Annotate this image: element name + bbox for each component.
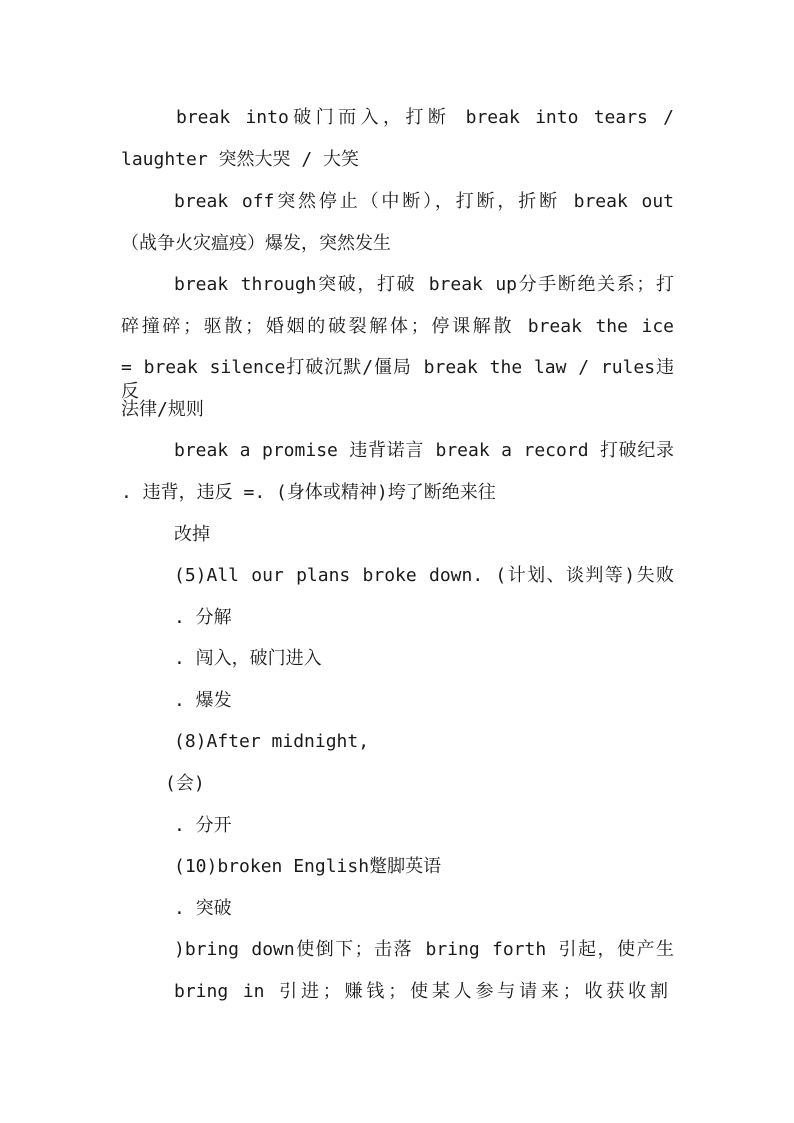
text-line-11: 改掉 [174, 524, 210, 545]
text-line-7: = break silence打破沉默/僵局 break the law / rules违反 [121, 357, 674, 402]
text-line-13: . 分解 [174, 607, 232, 628]
text-line-21: )bring down使倒下；击落 bring forth 引起，使产生 [174, 939, 674, 960]
text-line-10: . 违背，违反 =. (身体或精神)垮了断绝来往 [121, 482, 496, 503]
text-line-17: (会) [165, 773, 205, 794]
text-line-5: break through突破，打破 break up分手断绝关系；打 [174, 274, 674, 295]
text-line-3: break off突然停止（中断），打断，折断 break out [174, 191, 674, 212]
text-line-14: . 闯入，破门进入 [174, 648, 322, 669]
text-line-18: . 分开 [174, 815, 232, 836]
text-line-22: bring in 引进；赚钱；使某人参与请来；收获收割 [174, 981, 668, 1002]
text-line-2: laughter 突然大哭 / 大笑 [121, 149, 360, 170]
text-line-16: (8)After midnight, [174, 731, 370, 752]
text-line-4: （战争火灾瘟疫）爆发，突然发生 [121, 233, 391, 254]
text-line-8: 法律/规则 [121, 399, 204, 420]
text-line-12: (5)All our plans broke down. (计划、谈判等)失败 [174, 565, 674, 586]
text-line-15: . 爆发 [174, 690, 232, 711]
text-line-1: break into破门而入，打断 break into tears / [176, 107, 674, 128]
text-line-9: break a promise 违背诺言 break a record 打破纪录 [174, 440, 674, 461]
text-line-20: . 突破 [174, 898, 232, 919]
text-line-19: (10)broken English蹩脚英语 [174, 856, 442, 877]
text-line-6: 碎撞碎；驱散；婚姻的破裂解体；停课解散 break the ice [121, 316, 674, 337]
